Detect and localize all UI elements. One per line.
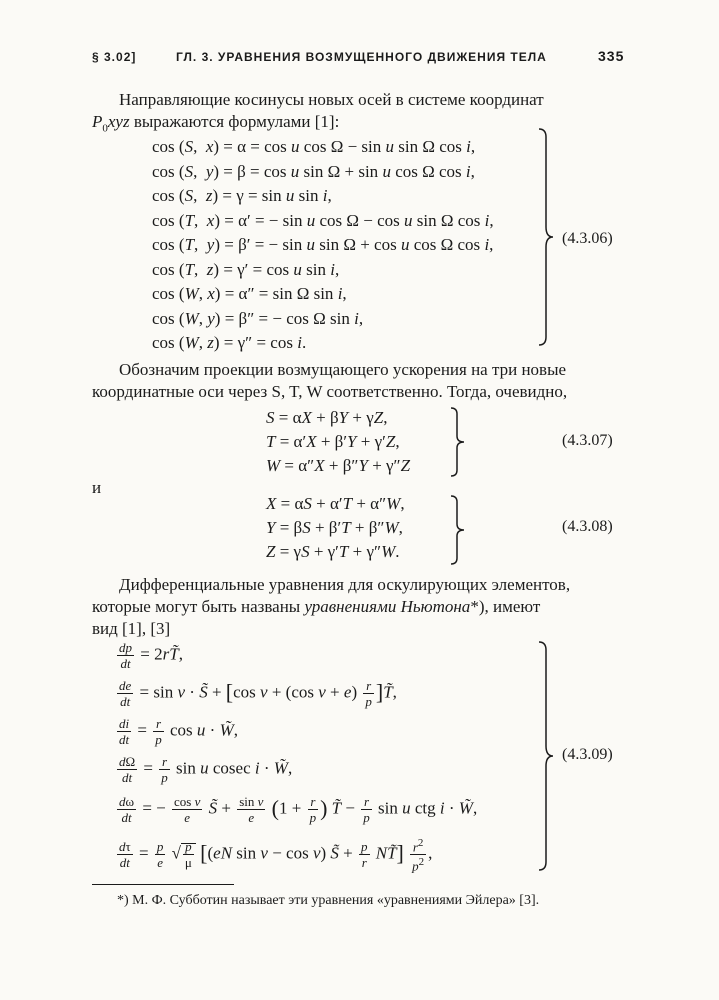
brace-4-3-08 bbox=[449, 494, 467, 566]
running-title: ГЛ. 3. УРАВНЕНИЯ ВОЗМУЩЕННОГО ДВИЖЕНИЯ ТЕЛА bbox=[176, 50, 547, 64]
intro-line-2: $P_0xyz$ выражаются формулами [1]: bbox=[92, 112, 340, 135]
eq-dtau-dt: $\frac{d\tau}{dt}$ = $\frac{p}{e}$ √ $\frac{p}{\mu}$ [(eN sin v − cos v) S̃ + $\frac{p}{r}$ NT̃] $\frac{r^2}{p^2}$ , bbox=[119, 837, 433, 874]
equation-block-4-3-08: X = αS + α′T + α″W, Y = βS + β′T + β″W, Z = γS + γ′T + γ″W. bbox=[266, 494, 405, 561]
eq-number-4-3-08: (4.3.08) bbox=[562, 518, 613, 535]
proj-line-2: координатные оси через S, T, W соответственно. Тогда, очевидно, bbox=[92, 382, 568, 401]
eq-number-4-3-09: (4.3.09) bbox=[562, 746, 613, 763]
eq-number-4-3-06: (4.3.06) bbox=[562, 230, 613, 247]
footnote-rule bbox=[92, 884, 234, 885]
diff-line-1: Дифференциальные уравнения для оскулирующих элементов, bbox=[119, 575, 571, 594]
brace-4-3-09 bbox=[536, 640, 556, 872]
eq-number-4-3-07: (4.3.07) bbox=[562, 432, 613, 449]
diff-line-2-head: которые могут быть названы bbox=[92, 597, 301, 616]
brace-4-3-06 bbox=[536, 127, 556, 347]
eq-domega-dt: $\frac{d\omega}{dt}$ = − $\frac{\text{cos v}}{e}$ S̃ + $\frac{\text{sin v}}{e}$ (1 + $\frac{r}{p}$ ) T̃ − $\frac{r}{p}$ sin u ctg i · W̃, bbox=[119, 794, 478, 825]
eq-dp-dt: $\frac{dp}{dt}$ = 2rT̃, bbox=[119, 640, 183, 671]
diff-line-2-emph: уравнениями Ньютона bbox=[304, 597, 471, 616]
proj-line-1: Обозначим проекции возмущающего ускорения на три новые bbox=[119, 360, 567, 379]
and-word: и bbox=[92, 478, 102, 497]
section-ref: § 3.02] bbox=[92, 50, 137, 64]
equation-block-4-3-06: cos (S, x) = α = cos u cos Ω − sin u sin Ω cos i, cos (S, y) = β = cos u sin Ω + sin u cos Ω cos i, cos (S, z) = γ = sin u sin i, cos (T, x) = α′ = − sin u cos Ω − cos u sin Ω cos i, cos (T, y) = β′ = − sin u sin Ω + cos u cos Ω cos i, cos (T, z) = γ′ = cos u sin i, cos (W, x) = α″ = sin Ω sin i, cos (W, y) = β″ = − cos Ω sin i, cos (W, z) = γ″ = cos i. bbox=[152, 137, 494, 352]
intro-line-2-text: выражаются формулами [1]: bbox=[133, 112, 340, 131]
eq-de-dt: $\frac{de}{dt}$ = sin v · S̃ + [cos v + (cos v + e) $\frac{r}{p}$ ]T̃, bbox=[119, 678, 397, 709]
eq-di-dt: $\frac{di}{dt}$ = $\frac{r}{p}$ cos u · W̃, bbox=[119, 716, 238, 747]
intro-line-1: Направляющие косинусы новых осей в системе координат bbox=[119, 90, 544, 109]
equation-block-4-3-07: S = αX + βY + γZ, T = α′X + β′Y + γ′Z, W = α″X + β″Y + γ″Z bbox=[266, 408, 411, 475]
footnote: *) М. Ф. Субботин называет эти уравнения «уравнениями Эйлера» [3]. bbox=[117, 893, 540, 908]
diff-line-2 bbox=[92, 597, 540, 617]
brace-4-3-07 bbox=[449, 406, 467, 478]
page-number: 335 bbox=[598, 48, 625, 64]
diff-line-3: вид [1], [3] bbox=[92, 619, 171, 638]
eq-dOmega-dt: $\frac{d\Omega}{dt}$ = $\frac{r}{p}$ sin u cosec i · W̃, bbox=[119, 754, 293, 785]
diff-line-2-tail: *), имеют bbox=[470, 597, 541, 616]
